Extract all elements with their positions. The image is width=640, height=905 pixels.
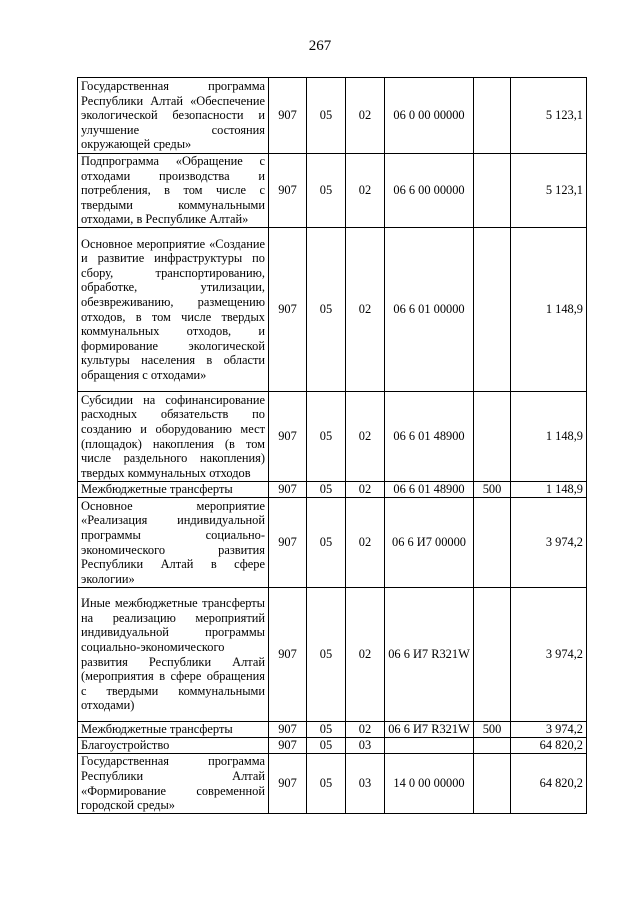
target-article-code: 06 6 01 00000	[385, 228, 474, 392]
target-article-code: 14 0 00 00000	[385, 754, 474, 814]
grbs-code: 907	[269, 392, 307, 482]
table-row	[78, 722, 587, 738]
grbs-code: 907	[269, 228, 307, 392]
table-row	[78, 482, 587, 498]
amount: 1 148,9	[511, 482, 587, 498]
target-article-code: 06 6 И7 R321W	[385, 722, 474, 738]
grbs-code: 907	[269, 722, 307, 738]
section-code: 05	[307, 228, 346, 392]
amount: 1 148,9	[511, 228, 587, 392]
row-name: Основное мероприятие «Реализация индивидуальной программы социально-экономического развития Республики Алтай в сфере экологии»	[78, 498, 269, 588]
expense-type-code	[474, 754, 511, 814]
section-code: 05	[307, 392, 346, 482]
grbs-code: 907	[269, 78, 307, 154]
row-name: Государственная программа Республики Алтай «Формирование современной городской среды»	[78, 754, 269, 814]
amount: 3 974,2	[511, 722, 587, 738]
table-row	[78, 738, 587, 754]
amount: 3 974,2	[511, 588, 587, 722]
subsection-code: 03	[346, 754, 385, 814]
grbs-code: 907	[269, 482, 307, 498]
table-row	[78, 498, 587, 588]
expense-type-code	[474, 78, 511, 154]
section-code: 05	[307, 588, 346, 722]
target-article-code: 06 0 00 00000	[385, 78, 474, 154]
subsection-code: 02	[346, 722, 385, 738]
expense-type-code	[474, 498, 511, 588]
row-name: Субсидии на софинансирование расходных обязательств по созданию и оборудованию мест (площадок) накопления (в том числе раздельного накопления) твердых коммунальных отходов	[78, 392, 269, 482]
grbs-code: 907	[269, 588, 307, 722]
subsection-code: 02	[346, 482, 385, 498]
section-code: 05	[307, 754, 346, 814]
row-name: Межбюджетные трансферты	[78, 482, 269, 498]
row-name: Основное мероприятие «Создание и развитие инфраструктуры по сбору, транспортированию, обработке, утилизации, обезвреживанию, размещению отходов, в том числе твердых коммунальных отходов, и формирование экологической культуры населения в области обращения с отходами»	[78, 228, 269, 392]
subsection-code: 02	[346, 392, 385, 482]
expense-type-code	[474, 738, 511, 754]
expense-type-code	[474, 228, 511, 392]
row-name: Благоустройство	[78, 738, 269, 754]
subsection-code: 02	[346, 588, 385, 722]
section-code: 05	[307, 154, 346, 228]
expense-type-code	[474, 392, 511, 482]
grbs-code: 907	[269, 154, 307, 228]
row-name: Межбюджетные трансферты	[78, 722, 269, 738]
subsection-code: 02	[346, 498, 385, 588]
page-number: 267	[308, 38, 332, 54]
subsection-code: 02	[346, 78, 385, 154]
expense-type-code: 500	[474, 482, 511, 498]
target-article-code: 06 6 00 00000	[385, 154, 474, 228]
subsection-code: 02	[346, 228, 385, 392]
table-row	[78, 228, 587, 392]
table-row	[78, 78, 587, 154]
grbs-code: 907	[269, 754, 307, 814]
row-name: Государственная программа Республики Алтай «Обеспечение экологической безопасности и улучшение состояния окружающей среды»	[78, 78, 269, 154]
section-code: 05	[307, 482, 346, 498]
subsection-code: 03	[346, 738, 385, 754]
table-row	[78, 588, 587, 722]
section-code: 05	[307, 498, 346, 588]
target-article-code: 06 6 01 48900	[385, 482, 474, 498]
amount: 64 820,2	[511, 738, 587, 754]
table-row	[78, 754, 587, 814]
section-code: 05	[307, 78, 346, 154]
target-article-code: 06 6 И7 00000	[385, 498, 474, 588]
amount: 3 974,2	[511, 498, 587, 588]
table-row	[78, 154, 587, 228]
row-name: Иные межбюджетные трансферты на реализацию мероприятий индивидуальной программы социально-экономического развития Республики Алтай (мероприятия в сфере обращения с твердыми коммунальными отходами)	[78, 588, 269, 722]
section-code: 05	[307, 722, 346, 738]
grbs-code: 907	[269, 738, 307, 754]
row-name: Подпрограмма «Обращение с отходами производства и потребления, в том числе с твердыми коммунальными отходами, в Республике Алтай»	[78, 154, 269, 228]
budget-table	[77, 77, 587, 814]
target-article-code: 06 6 И7 R321W	[385, 588, 474, 722]
target-article-code: 06 6 01 48900	[385, 392, 474, 482]
target-article-code	[385, 738, 474, 754]
amount: 64 820,2	[511, 754, 587, 814]
amount: 1 148,9	[511, 392, 587, 482]
expense-type-code	[474, 588, 511, 722]
table-row	[78, 392, 587, 482]
expense-type-code	[474, 154, 511, 228]
expense-type-code: 500	[474, 722, 511, 738]
amount: 5 123,1	[511, 154, 587, 228]
section-code: 05	[307, 738, 346, 754]
grbs-code: 907	[269, 498, 307, 588]
amount: 5 123,1	[511, 78, 587, 154]
subsection-code: 02	[346, 154, 385, 228]
